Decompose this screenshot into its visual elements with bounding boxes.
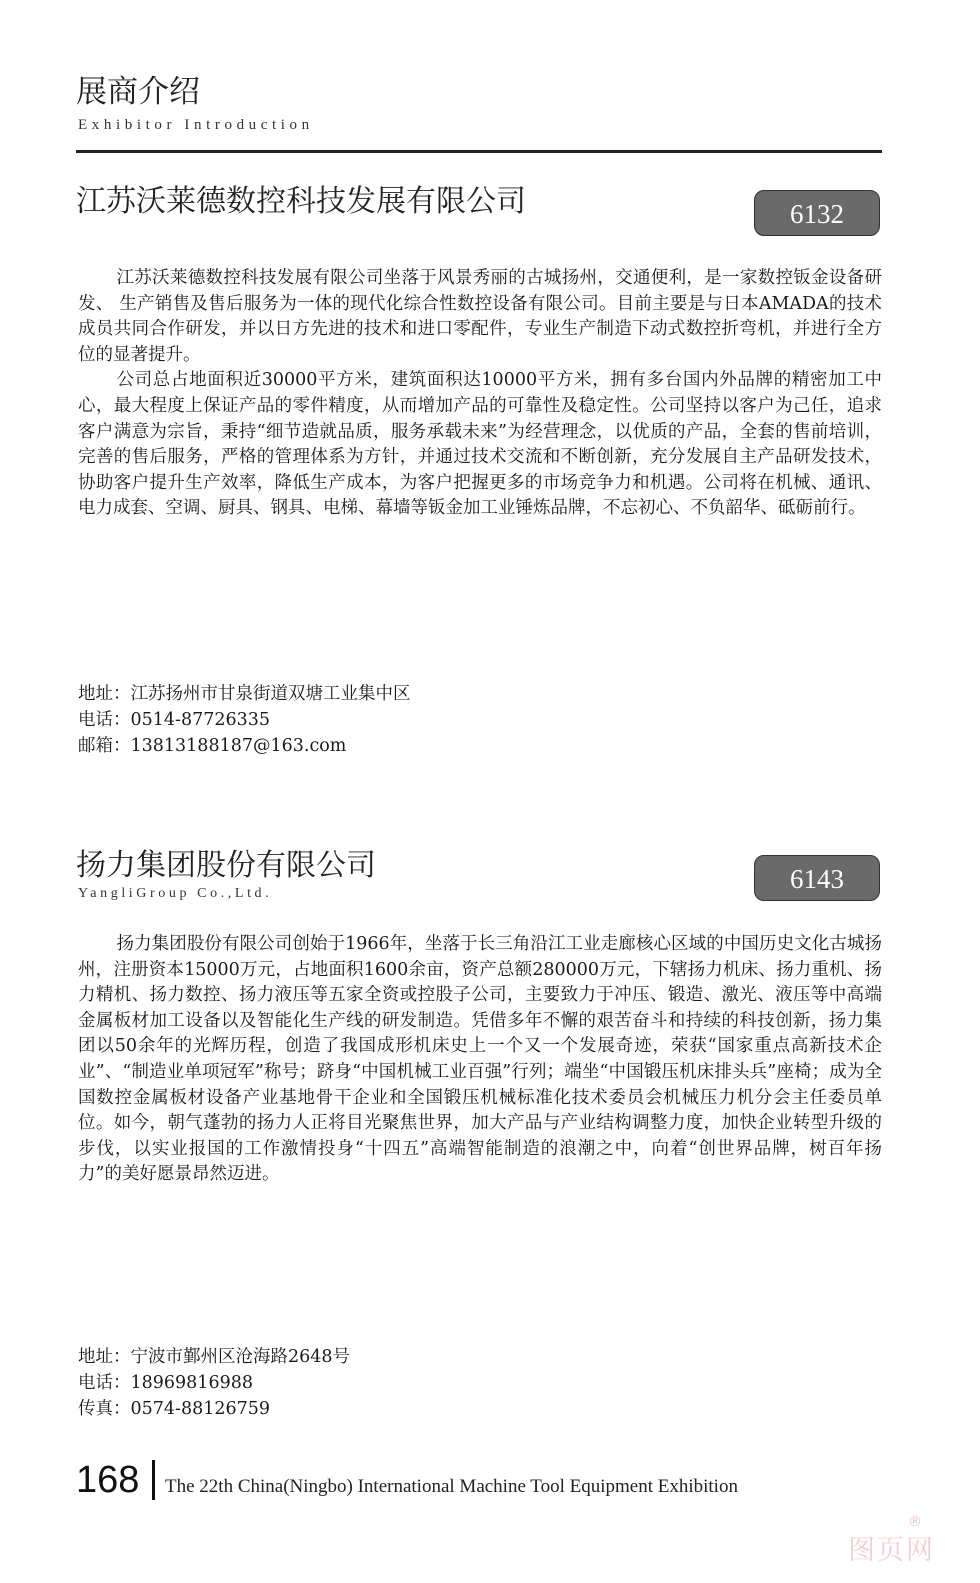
exhibitor-1-email: 邮箱：13813188187@163.com [78,736,347,756]
exhibitor-2-phone: 电话：18969816988 [78,1373,253,1393]
exhibitor-2-description [78,932,882,1188]
exhibitor-1-phone: 电话：0514-87726335 [78,710,271,730]
exhibitor-1-description [78,266,882,522]
exhibition-name: The 22th China(Ningbo) International Machine Tool Equipment Exhibition [165,1476,738,1497]
page-number: 168 [76,1459,140,1501]
exhibitor-1-contacts [78,681,778,759]
section-title: 展商介绍 [76,74,200,110]
section-subtitle: Exhibitor Introduction [78,117,314,133]
header-rule [76,150,882,153]
exhibitor-2-fax: 传真：0574-88126759 [78,1399,271,1419]
watermark-logo: 图页网 [848,1535,935,1566]
exhibitor-1-paragraph-2: 公司总占地面积近30000平方米，建筑面积达10000平方米，拥有多台国内外品牌的精密加工中心，最大程度上保证产品的零件精度，从而增加产品的可靠性及稳定性。公司坚持以客户为己任，追求客户满意为宗旨，秉持“细节造就品质，服务承载未来”为经营理念，以优质的产品，全套的售前培训，完善的售后服务，严格的管理体系为方针，并通过技术交流和不断创新，充分发展自主产品研发技术，协助客户提升生产效率，降低生产成本，为客户把握更多的市场竞争力和机遇。公司将在机械、通讯、电力成套、空调、厨具、钢具、电梯、幕墙等钣金加工业锤炼品牌，不忘初心、不负韶华、砥砺前行。 [78,370,882,519]
exhibitor-2-name-en: YangliGroup Co.,Ltd. [78,886,273,901]
footer-divider [152,1460,155,1500]
exhibitor-1-booth: 6132 [754,190,880,236]
exhibitor-1-name: 江苏沃莱德数控科技发展有限公司 [76,184,526,219]
exhibitor-2-paragraph-1: 扬力集团股份有限公司创始于1966年，坐落于长三角沿江工业走廊核心区域的中国历史文化古城扬州，注册资本15000万元，占地面积1600余亩，资产总额280000万元，下辖扬力机床、扬力重机、扬力精机、扬力数控、扬力液压等五家全资或控股子公司，主要致力于冲压、锻造、激光、液压等中高端金属板材加工设备以及智能化生产线的研发制造。凭借多年不懈的艰苦奋斗和持续的科技创新，扬力集团以50余年的光辉历程，创造了我国成形机床史上一个又一个发展奇迹，荣获“国家重点高新技术企业”、“制造业单项冠军”称号；跻身“中国机械工业百强”行列；端坐“中国锻压机床排头兵”座椅；成为全国数控金属板材设备产业基地骨干企业和全国锻压机械标准化技术委员会机械压力机分会主任委员单位。如今，朝气蓬勃的扬力人正将目光聚焦世界，加大产品与产业结构调整力度，加快企业转型升级的步伐，以实业报国的工作激情投身“十四五”高端智能制造的浪潮之中，向着“创世界品牌，树百年扬力”的美好愿景昂然迈进。 [78,934,882,1185]
exhibitor-2-booth: 6143 [754,855,880,901]
exhibitor-2-contacts [78,1344,778,1422]
exhibitor-2-address: 地址：宁波市鄞州区沧海路2648号 [78,1347,351,1367]
exhibitor-2-name: 扬力集团股份有限公司 [76,848,376,883]
exhibitor-1-paragraph-1: 江苏沃莱德数控科技发展有限公司坐落于风景秀丽的古城扬州，交通便利，是一家数控钣金设备研发、 生产销售及售后服务为一体的现代化综合性数控设备有限公司。目前主要是与日本AMADA的技术成员共同合作研发，并以日方先进的技术和进口零配件，专业生产制造下动式数控折弯机，并进行全方位的显著提升。 [78,268,882,365]
exhibitor-1-address: 地址：江苏扬州市甘泉街道双塘工业集中区 [78,684,411,704]
watermark-registered-mark: ® [908,1514,922,1530]
